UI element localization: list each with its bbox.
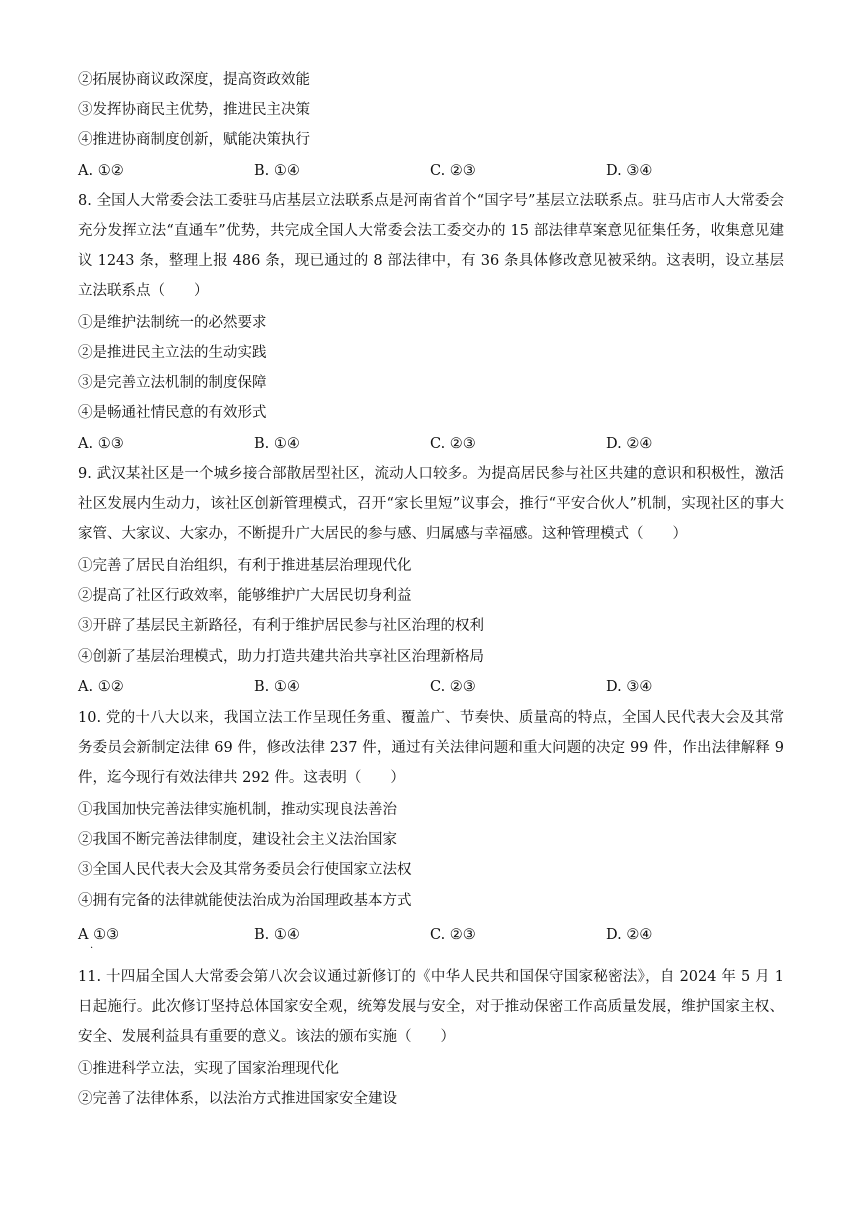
q10-option-d: D. ②④	[606, 927, 653, 943]
q9-item-1: ①完善了居民自治组织，有利于推进基层治理现代化	[78, 558, 412, 574]
q9-option-b: B. ①④	[254, 679, 300, 695]
q8-stem: 8. 全国人大常委会法工委驻马店基层立法联系点是河南省首个“国字号”基层立法联系点。驻马店市人大常委会充分发挥立法“直通车”优势，共完成全国人大常委会法工委交办的 15 部法律草案意见征集任务，收集意见建议 1243 条，整理上报 486 条，现已通过的 8 部法律中，有 36 条具体修改意见被采纳。这表明，设立基层立法联系点（ ）	[78, 193, 784, 299]
q7-option-d: D. ③④	[606, 163, 653, 179]
q7-item-2: ②拓展协商议政深度，提高资政效能	[78, 72, 310, 88]
q10-item-2: ②我国不断完善法律制度，建设社会主义法治国家	[78, 832, 397, 848]
q8-item-1: ①是维护法制统一的必然要求	[78, 315, 267, 331]
q10-option-b: B. ①④	[254, 927, 300, 943]
q7-option-b: B. ①④	[254, 163, 300, 179]
q8-option-d: D. ②④	[606, 436, 653, 452]
q8-option-a: A. ①③	[78, 436, 124, 452]
q8-item-2: ②是推进民主立法的生动实践	[78, 345, 267, 361]
q10-option-c: C. ②③	[430, 927, 476, 943]
q9-item-4: ④创新了基层治理模式，助力打造共建共治共享社区治理新格局	[78, 649, 484, 665]
stray-dot: .	[90, 940, 94, 951]
q10-item-3: ③全国人民代表大会及其常务委员会行使国家立法权	[78, 862, 412, 878]
q8-option-c: C. ②③	[430, 436, 476, 452]
q9-item-2: ②提高了社区行政效率，能够维护广大居民切身利益	[78, 588, 412, 604]
q10-stem: 10. 党的十八大以来，我国立法工作呈现任务重、覆盖广、节奏快、质量高的特点，全国人民代表大会及其常务委员会新制定法律 69 件，修改法律 237 件，通过有关法律问题和重大问题的决定 99 件，作出法律解释 9 件，迄今现行有效法律共 292 件。这表明（ ）	[78, 710, 784, 786]
q8-item-3: ③是完善立法机制的制度保障	[78, 375, 267, 391]
q9-item-3: ③开辟了基层民主新路径，有利于维护居民参与社区治理的权利	[78, 618, 484, 634]
q9-option-a: A. ①②	[78, 679, 124, 695]
q10-item-1: ①我国加快完善法律实施机制，推动实现良法善治	[78, 802, 397, 818]
q9-option-d: D. ③④	[606, 679, 653, 695]
q11-stem: 11. 十四届全国人大常委会第八次会议通过新修订的《中华人民共和国保守国家秘密法》，自 2024 年 5 月 1 日起施行。此次修订坚持总体国家安全观，统筹发展与安全，对于推动保密工作高质量发展，维护国家主权、安全、发展利益具有重要的意义。该法的颁布实施（ ）	[78, 969, 784, 1045]
q9-option-c: C. ②③	[430, 679, 476, 695]
q7-option-a: A. ①②	[78, 163, 124, 179]
q7-option-c: C. ②③	[430, 163, 476, 179]
q11-item-2: ②完善了法律体系，以法治方式推进国家安全建设	[78, 1091, 397, 1107]
q10-item-4: ④拥有完备的法律就能使法治成为治国理政基本方式	[78, 893, 412, 909]
q11-item-1: ①推进科学立法，实现了国家治理现代化	[78, 1061, 339, 1077]
q7-item-3: ③发挥协商民主优势，推进民主决策	[78, 102, 310, 118]
q8-option-b: B. ①④	[254, 436, 300, 452]
q9-stem: 9. 武汉某社区是一个城乡接合部散居型社区，流动人口较多。为提高居民参与社区共建的意识和积极性，激活社区发展内生动力，该社区创新管理模式，召开“家长里短”议事会，推行“平安合伙人”机制，实现社区的事大家管、大家议、大家办，不断提升广大居民的参与感、归属感与幸福感。这种管理模式（ ）	[78, 466, 784, 542]
q8-item-4: ④是畅通社情民意的有效形式	[78, 405, 267, 421]
q7-item-4: ④推进协商制度创新，赋能决策执行	[78, 132, 310, 148]
q10-option-a: A ①③	[78, 927, 120, 943]
